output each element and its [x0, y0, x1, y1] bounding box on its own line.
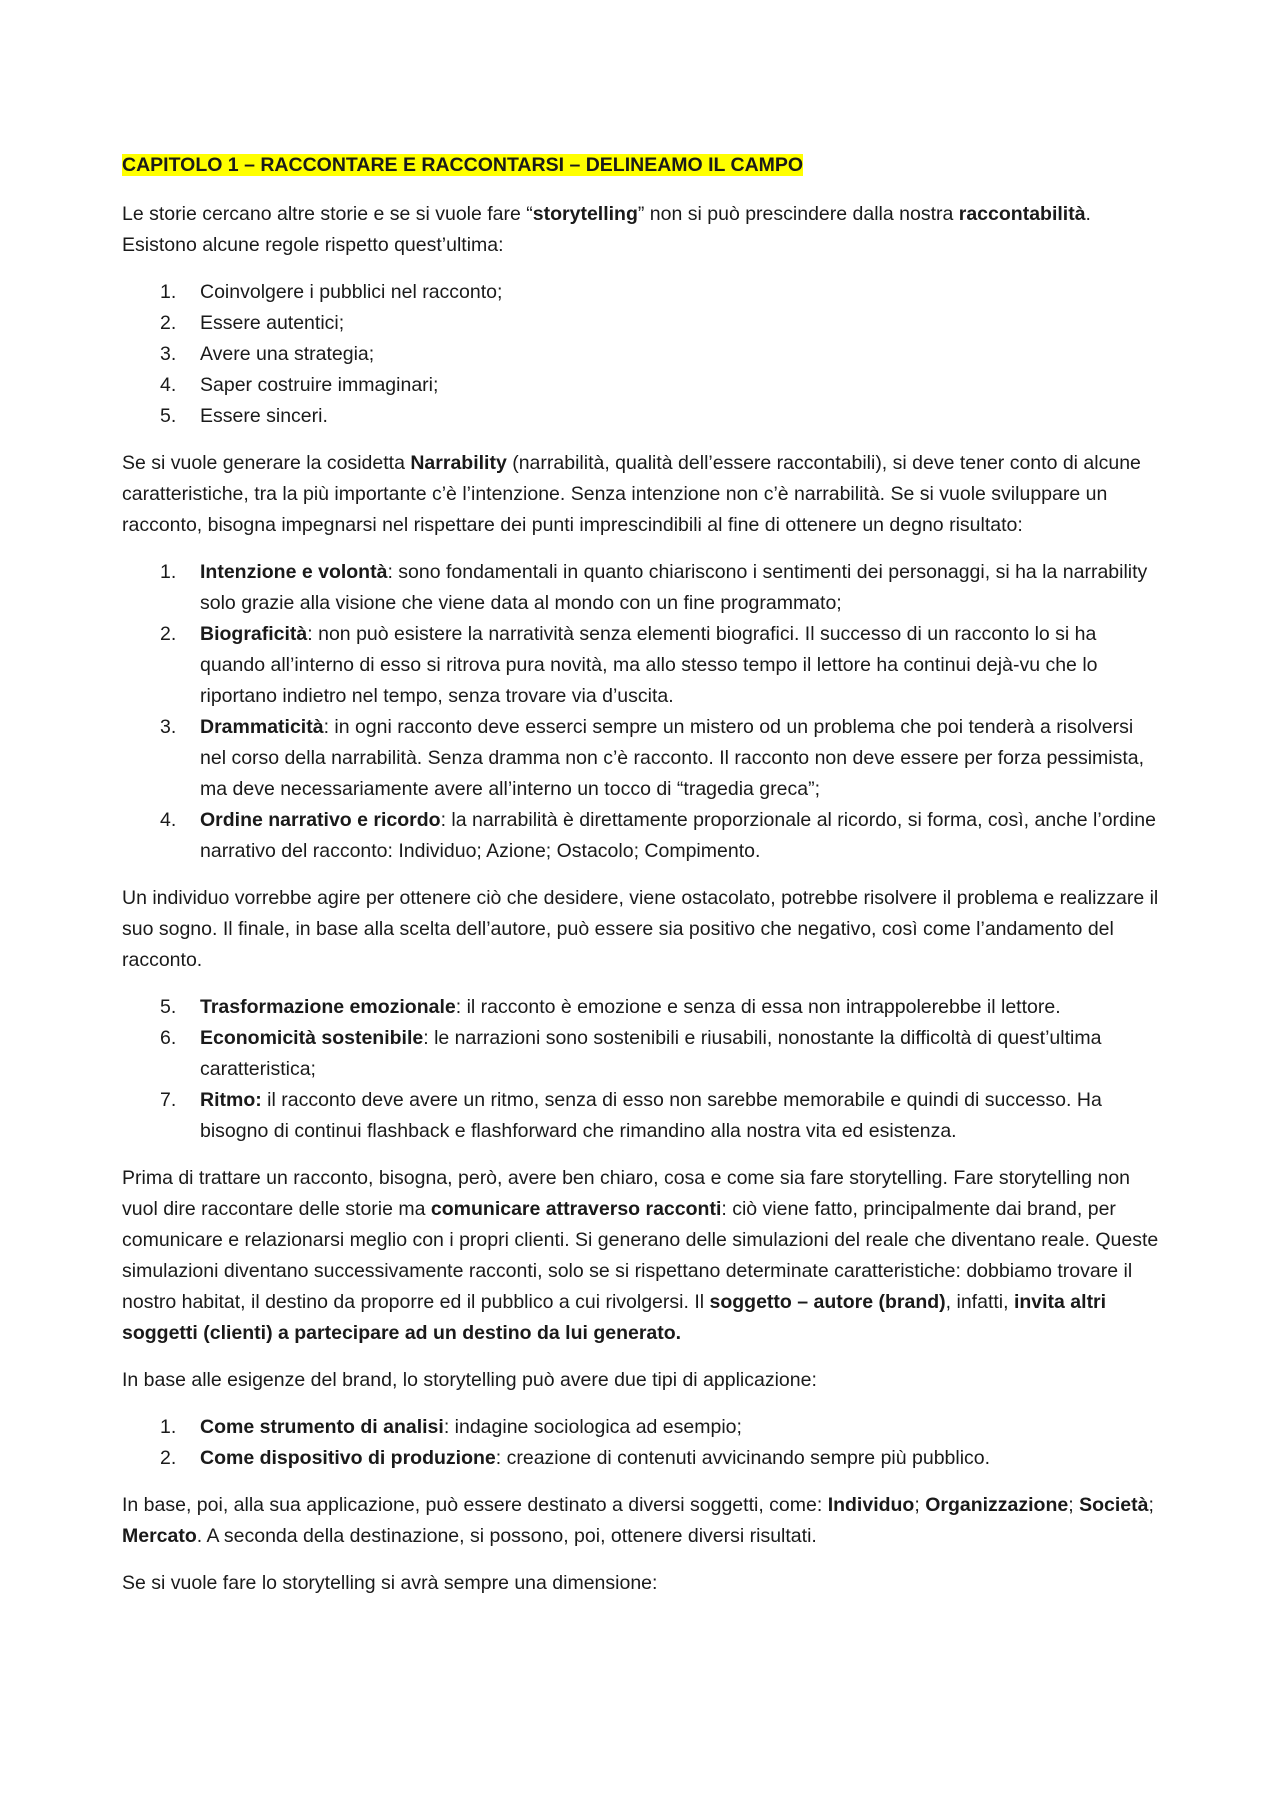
list-item: 1. Intenzione e volontà: sono fondamentali in quanto chiariscono i sentimenti dei personaggi, si ha la narrability solo grazie alla visione che viene data al mondo con un fine programmato; — [160, 561, 1148, 614]
list-item: 2. Essere autentici; — [160, 312, 345, 334]
list-item: 5. Essere sinceri. — [160, 405, 328, 427]
list-item: 3. Drammaticità: in ogni racconto deve esserci sempre un mistero od un problema che poi tenderà a risolversi nel corso della narrabilità. Senza dramma non c’è racconto. Il racconto non deve essere per forza pessimista, ma deve necessariamente avere all’interno un tocco di “tragedia greca”; — [160, 716, 1145, 800]
term-comunicare: comunicare attraverso racconti — [430, 1198, 722, 1220]
list-item: 2. Biograficità: non può esistere la narratività senza elementi biografici. Il successo di un racconto lo si ha quando all’interno di esso si ritrova pura novità, ma allo stesso tempo il lettore ha continui dejà-vu che lo riportano indietro nel tempo, senza trovare via d’uscita. — [160, 623, 1098, 707]
list-item: 6. Economicità sostenibile: le narrazioni sono sostenibili e riusabili, nonostante la difficoltà di quest’ultima caratteristica; — [160, 1027, 1102, 1080]
term-individuo: Individuo — [827, 1494, 915, 1516]
list-item: 1. Coinvolgere i pubblici nel racconto; — [160, 281, 503, 303]
chapter-title — [122, 150, 1162, 181]
paragraph-applicazione: In base alle esigenze del brand, lo storytelling può avere due tipi di applicazione: — [122, 1369, 817, 1391]
list-item: 5. Trasformazione emozionale: il racconto è emozione e senza di essa non intrappolerebbe il lettore. — [160, 996, 1061, 1018]
paragraph-intro: Le storie cercano altre storie e se si vuole fare “storytelling” non si può prescindere dalla nostra raccontabilità. Esistono alcune regole rispetto quest’ultima: — [122, 203, 1091, 256]
list-item: 4. Ordine narrativo e ricordo: la narrabilità è direttamente proporzionale al ricordo, si forma, così, anche l’ordine narrativo del racconto: Individuo; Azione; Ostacolo; Compimento. — [160, 809, 1156, 862]
term-invita: invita altri soggetti (clienti) a partecipare ad un destino da lui generato. — [122, 1291, 1107, 1344]
term-narrability: Narrability — [410, 452, 507, 474]
list-item: 3. Avere una strategia; — [160, 343, 375, 365]
chapter-title-highlight: CAPITOLO 1 – RACCONTARE E RACCONTARSI – DELINEAMO IL CAMPO — [122, 154, 804, 176]
narrability-points-list — [122, 557, 1162, 867]
term-societa: Società — [1079, 1494, 1149, 1516]
paragraph-storytelling: Prima di trattare un racconto, bisogna, però, avere ben chiaro, cosa e come sia fare storytelling. Fare storytelling non vuol dire raccontare delle storie ma comunicare attraverso racconti: ciò viene fatto, principalmente dai brand, per comunicare e relazionarsi meglio con i propri clienti. Si generano delle simulazioni del reale che diventano reale. Queste simulazioni diventano successivamente racconti, solo se si rispettano determinate caratteristiche: dobbiamo trovare il nostro habitat, il destino da proporre ed il pubblico a cui rivolgersi. Il soggetto – autore (brand), infatti, invita altri soggetti (clienti) a partecipare ad un destino da lui generato. — [122, 1167, 1159, 1344]
list-item: 4. Saper costruire immaginari; — [160, 374, 439, 396]
paragraph-individuo: Un individuo vorrebbe agire per ottenere ciò che desidere, viene ostacolato, potrebbe risolvere il problema e realizzare il suo sogno. Il finale, in base alla scelta dell’autore, può essere sia positivo che negativo, così come l’andamento del racconto. — [122, 887, 1159, 971]
term-raccontabilita: raccontabilità — [958, 203, 1086, 225]
rules-list — [122, 277, 1162, 432]
paragraph-destinazione: In base, poi, alla sua applicazione, può essere destinato a diversi soggetti, come: Individuo; Organizzazione; Società; Mercato. A seconda della destinazione, si possono, poi, ottenere diversi risultati. — [122, 1494, 1154, 1547]
list-item: 2. Come dispositivo di produzione: creazione di contenuti avvicinando sempre più pubblico. — [160, 1447, 991, 1469]
term-mercato: Mercato — [122, 1525, 197, 1547]
narrability-points-list-continued — [122, 992, 1162, 1147]
term-soggetto-autore: soggetto – autore (brand) — [709, 1291, 946, 1313]
paragraph-narrability: Se si vuole generare la cosidetta Narrability (narrabilità, qualità dell’essere raccontabili), si deve tener conto di alcune caratteristiche, tra la più importante c’è l’intenzione. Senza intenzione non c’è narrabilità. Se si vuole sviluppare un racconto, bisogna impegnarsi nel rispettare dei punti imprescindibili al fine di ottenere un degno risultato: — [122, 452, 1141, 536]
term-organizzazione: Organizzazione — [925, 1494, 1069, 1516]
list-item: 1. Come strumento di analisi: indagine sociologica ad esempio; — [160, 1416, 742, 1438]
paragraph-dimensione: Se si vuole fare lo storytelling si avrà sempre una dimensione: — [122, 1572, 658, 1594]
list-item: 7. Ritmo: il racconto deve avere un ritmo, senza di esso non sarebbe memorabile e quindi di successo. Ha bisogno di continui flashback e flashforward che rimandino alla nostra vita ed esistenza. — [160, 1089, 1102, 1142]
term-storytelling: storytelling — [532, 203, 638, 225]
applications-list — [122, 1412, 1162, 1474]
